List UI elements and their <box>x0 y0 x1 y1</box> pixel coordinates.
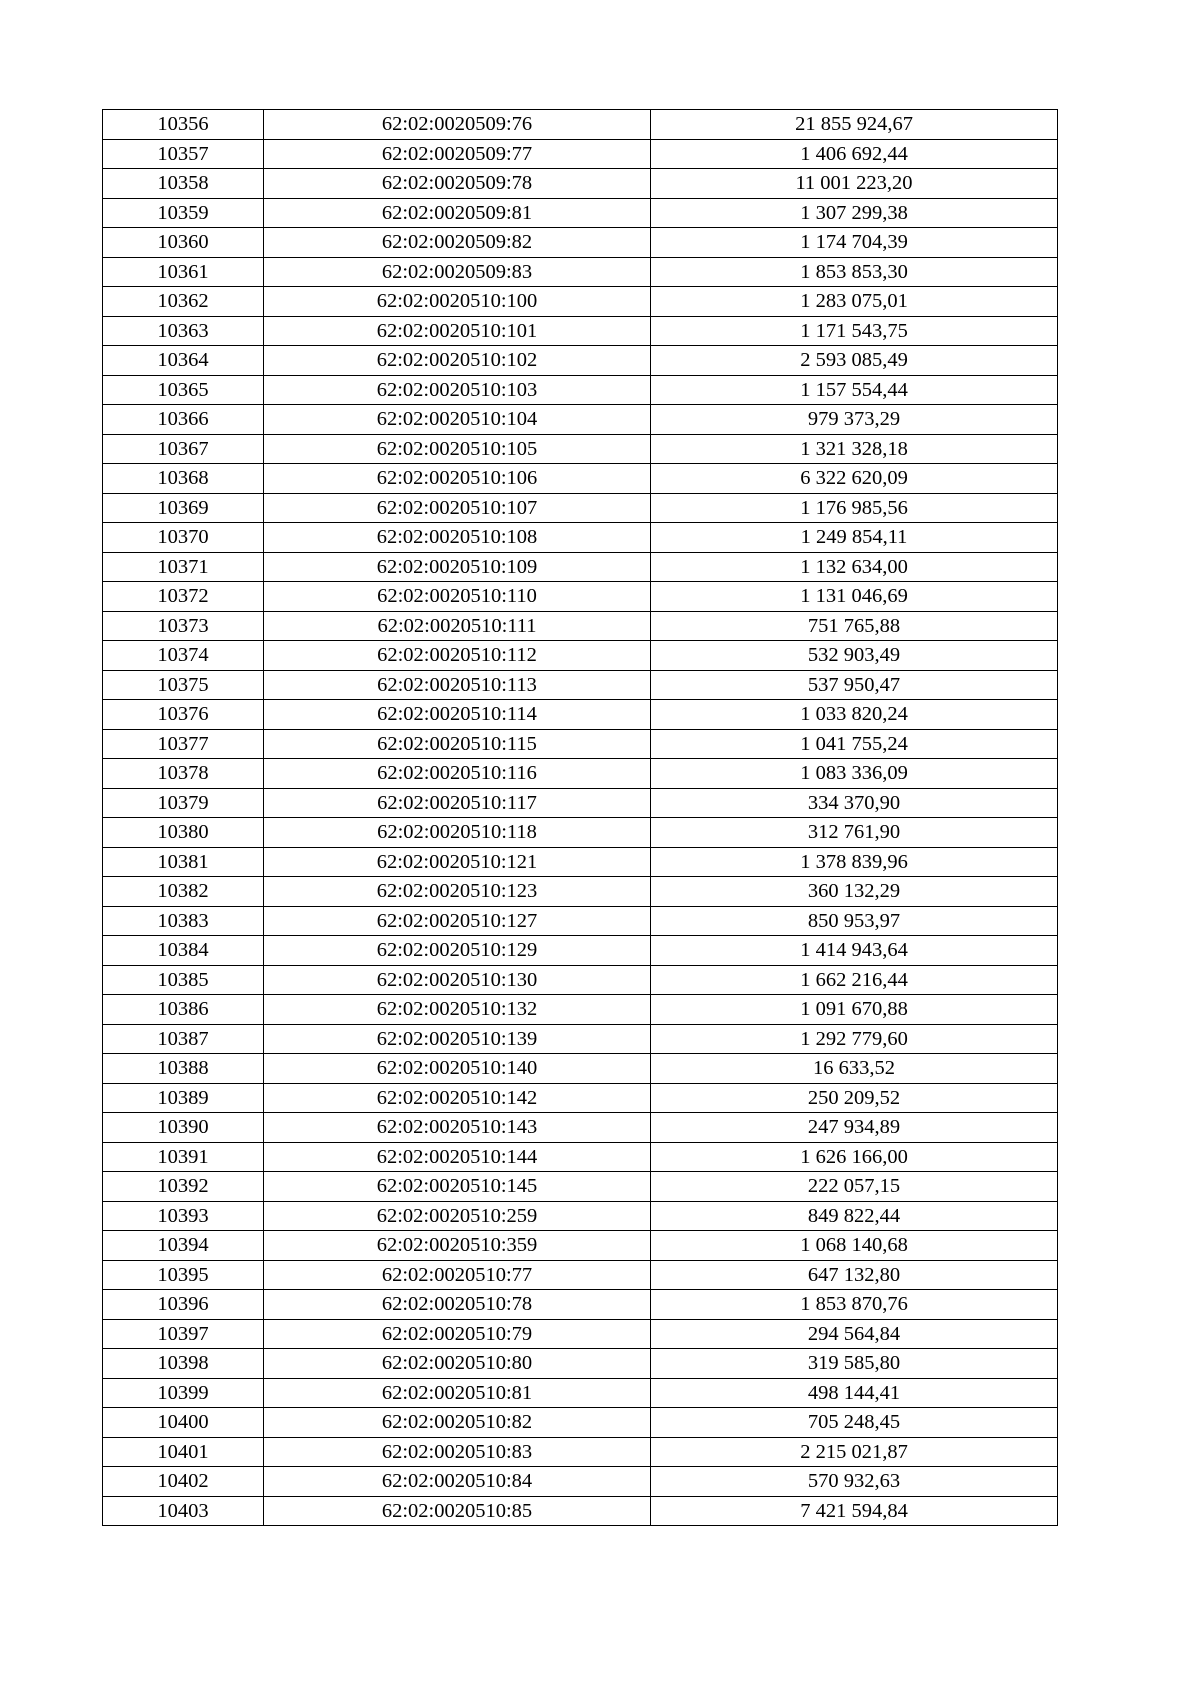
row-number-cell: 10374 <box>103 641 264 671</box>
cadastral-number-cell: 62:02:0020510:123 <box>264 877 651 907</box>
row-number-cell: 10363 <box>103 316 264 346</box>
row-number-cell: 10382 <box>103 877 264 907</box>
cadastral-value-cell: 1 041 755,24 <box>651 729 1058 759</box>
cadastral-value-cell: 1 853 853,30 <box>651 257 1058 287</box>
cadastral-value-cell: 6 322 620,09 <box>651 464 1058 494</box>
row-number-cell: 10365 <box>103 375 264 405</box>
cadastral-number-cell: 62:02:0020510:110 <box>264 582 651 612</box>
cadastral-value-cell: 319 585,80 <box>651 1349 1058 1379</box>
cadastral-number-cell: 62:02:0020510:85 <box>264 1496 651 1526</box>
table-row <box>103 641 1058 671</box>
cadastral-value-cell: 1 068 140,68 <box>651 1231 1058 1261</box>
cadastral-value-cell: 247 934,89 <box>651 1113 1058 1143</box>
row-number-cell: 10366 <box>103 405 264 435</box>
cadastral-number-cell: 62:02:0020510:114 <box>264 700 651 730</box>
cadastral-number-cell: 62:02:0020510:80 <box>264 1349 651 1379</box>
table-row <box>103 995 1058 1025</box>
cadastral-value-cell: 532 903,49 <box>651 641 1058 671</box>
table-row <box>103 847 1058 877</box>
cadastral-value-cell: 7 421 594,84 <box>651 1496 1058 1526</box>
cadastral-number-cell: 62:02:0020510:130 <box>264 965 651 995</box>
row-number-cell: 10402 <box>103 1467 264 1497</box>
table-row <box>103 1437 1058 1467</box>
table-row <box>103 523 1058 553</box>
cadastral-value-cell: 1 292 779,60 <box>651 1024 1058 1054</box>
table-row <box>103 552 1058 582</box>
table-row <box>103 110 1058 140</box>
row-number-cell: 10357 <box>103 139 264 169</box>
row-number-cell: 10395 <box>103 1260 264 1290</box>
table-row <box>103 1467 1058 1497</box>
row-number-cell: 10385 <box>103 965 264 995</box>
row-number-cell: 10367 <box>103 434 264 464</box>
table-row <box>103 405 1058 435</box>
table-row <box>103 1113 1058 1143</box>
row-number-cell: 10378 <box>103 759 264 789</box>
cadastral-number-cell: 62:02:0020510:105 <box>264 434 651 464</box>
cadastral-number-cell: 62:02:0020510:77 <box>264 1260 651 1290</box>
table-row <box>103 1290 1058 1320</box>
row-number-cell: 10386 <box>103 995 264 1025</box>
cadastral-number-cell: 62:02:0020510:100 <box>264 287 651 317</box>
table-row <box>103 700 1058 730</box>
cadastral-value-cell: 979 373,29 <box>651 405 1058 435</box>
table-row <box>103 1319 1058 1349</box>
cadastral-number-cell: 62:02:0020510:359 <box>264 1231 651 1261</box>
cadastral-number-cell: 62:02:0020509:83 <box>264 257 651 287</box>
row-number-cell: 10390 <box>103 1113 264 1143</box>
row-number-cell: 10388 <box>103 1054 264 1084</box>
row-number-cell: 10400 <box>103 1408 264 1438</box>
table-row <box>103 611 1058 641</box>
cadastral-number-cell: 62:02:0020510:115 <box>264 729 651 759</box>
row-number-cell: 10358 <box>103 169 264 199</box>
cadastral-value-cell: 1 414 943,64 <box>651 936 1058 966</box>
row-number-cell: 10356 <box>103 110 264 140</box>
cadastral-number-cell: 62:02:0020510:83 <box>264 1437 651 1467</box>
cadastral-number-cell: 62:02:0020510:132 <box>264 995 651 1025</box>
cadastral-value-cell: 294 564,84 <box>651 1319 1058 1349</box>
cadastral-number-cell: 62:02:0020510:143 <box>264 1113 651 1143</box>
row-number-cell: 10361 <box>103 257 264 287</box>
table-row <box>103 1231 1058 1261</box>
row-number-cell: 10364 <box>103 346 264 376</box>
cadastral-value-cell: 1 132 634,00 <box>651 552 1058 582</box>
row-number-cell: 10380 <box>103 818 264 848</box>
cadastral-value-cell: 11 001 223,20 <box>651 169 1058 199</box>
table-row <box>103 493 1058 523</box>
cadastral-number-cell: 62:02:0020510:142 <box>264 1083 651 1113</box>
table-row <box>103 936 1058 966</box>
row-number-cell: 10384 <box>103 936 264 966</box>
cadastral-number-cell: 62:02:0020510:113 <box>264 670 651 700</box>
table-row <box>103 670 1058 700</box>
row-number-cell: 10376 <box>103 700 264 730</box>
cadastral-value-cell: 849 822,44 <box>651 1201 1058 1231</box>
row-number-cell: 10375 <box>103 670 264 700</box>
cadastral-value-cell: 1 283 075,01 <box>651 287 1058 317</box>
table-row <box>103 346 1058 376</box>
row-number-cell: 10377 <box>103 729 264 759</box>
row-number-cell: 10360 <box>103 228 264 258</box>
cadastral-number-cell: 62:02:0020510:127 <box>264 906 651 936</box>
table-row <box>103 375 1058 405</box>
table-row <box>103 788 1058 818</box>
row-number-cell: 10371 <box>103 552 264 582</box>
row-number-cell: 10379 <box>103 788 264 818</box>
table-row <box>103 169 1058 199</box>
table-row <box>103 1054 1058 1084</box>
row-number-cell: 10373 <box>103 611 264 641</box>
table-row <box>103 965 1058 995</box>
cadastral-number-cell: 62:02:0020510:118 <box>264 818 651 848</box>
cadastral-number-cell: 62:02:0020509:81 <box>264 198 651 228</box>
cadastral-number-cell: 62:02:0020510:84 <box>264 1467 651 1497</box>
cadastral-value-cell: 2 215 021,87 <box>651 1437 1058 1467</box>
cadastral-value-cell: 1 626 166,00 <box>651 1142 1058 1172</box>
table-row <box>103 1142 1058 1172</box>
cadastral-value-cell: 751 765,88 <box>651 611 1058 641</box>
table-body <box>103 110 1058 1526</box>
table-row <box>103 582 1058 612</box>
row-number-cell: 10372 <box>103 582 264 612</box>
row-number-cell: 10403 <box>103 1496 264 1526</box>
cadastral-value-cell: 1 157 554,44 <box>651 375 1058 405</box>
cadastral-number-cell: 62:02:0020510:103 <box>264 375 651 405</box>
table-row <box>103 139 1058 169</box>
cadastral-number-cell: 62:02:0020510:139 <box>264 1024 651 1054</box>
cadastral-value-cell: 1 406 692,44 <box>651 139 1058 169</box>
cadastral-value-cell: 1 131 046,69 <box>651 582 1058 612</box>
cadastral-value-cell: 705 248,45 <box>651 1408 1058 1438</box>
cadastral-value-cell: 250 209,52 <box>651 1083 1058 1113</box>
cadastral-number-cell: 62:02:0020510:117 <box>264 788 651 818</box>
cadastral-value-cell: 334 370,90 <box>651 788 1058 818</box>
cadastral-value-cell: 222 057,15 <box>651 1172 1058 1202</box>
row-number-cell: 10393 <box>103 1201 264 1231</box>
cadastral-number-cell: 62:02:0020510:101 <box>264 316 651 346</box>
row-number-cell: 10397 <box>103 1319 264 1349</box>
row-number-cell: 10368 <box>103 464 264 494</box>
row-number-cell: 10396 <box>103 1290 264 1320</box>
cadastral-number-cell: 62:02:0020510:107 <box>264 493 651 523</box>
cadastral-value-cell: 647 132,80 <box>651 1260 1058 1290</box>
row-number-cell: 10401 <box>103 1437 264 1467</box>
cadastral-number-cell: 62:02:0020510:108 <box>264 523 651 553</box>
row-number-cell: 10359 <box>103 198 264 228</box>
cadastral-value-cell: 21 855 924,67 <box>651 110 1058 140</box>
cadastral-value-cell: 498 144,41 <box>651 1378 1058 1408</box>
row-number-cell: 10392 <box>103 1172 264 1202</box>
table-row <box>103 1408 1058 1438</box>
table-row <box>103 759 1058 789</box>
cadastral-number-cell: 62:02:0020509:76 <box>264 110 651 140</box>
table-row <box>103 877 1058 907</box>
cadastral-value-cell: 850 953,97 <box>651 906 1058 936</box>
cadastral-number-cell: 62:02:0020510:82 <box>264 1408 651 1438</box>
row-number-cell: 10370 <box>103 523 264 553</box>
table-row <box>103 1260 1058 1290</box>
table-row <box>103 198 1058 228</box>
cadastral-number-cell: 62:02:0020509:78 <box>264 169 651 199</box>
table-row <box>103 1024 1058 1054</box>
table-row <box>103 1083 1058 1113</box>
table-row <box>103 818 1058 848</box>
row-number-cell: 10387 <box>103 1024 264 1054</box>
cadastral-value-cell: 16 633,52 <box>651 1054 1058 1084</box>
cadastral-number-cell: 62:02:0020510:121 <box>264 847 651 877</box>
cadastral-value-cell: 1 176 985,56 <box>651 493 1058 523</box>
cadastral-value-cell: 570 932,63 <box>651 1467 1058 1497</box>
cadastral-value-cell: 1 853 870,76 <box>651 1290 1058 1320</box>
cadastral-number-cell: 62:02:0020510:78 <box>264 1290 651 1320</box>
cadastral-value-cell: 1 307 299,38 <box>651 198 1058 228</box>
table-row <box>103 906 1058 936</box>
table-row <box>103 228 1058 258</box>
cadastral-number-cell: 62:02:0020510:145 <box>264 1172 651 1202</box>
table-row <box>103 1172 1058 1202</box>
cadastral-value-cell: 1 033 820,24 <box>651 700 1058 730</box>
cadastral-value-cell: 1 083 336,09 <box>651 759 1058 789</box>
row-number-cell: 10391 <box>103 1142 264 1172</box>
cadastral-value-cell: 537 950,47 <box>651 670 1058 700</box>
table-row <box>103 287 1058 317</box>
cadastral-value-cell: 1 171 543,75 <box>651 316 1058 346</box>
table-row <box>103 434 1058 464</box>
cadastral-number-cell: 62:02:0020510:111 <box>264 611 651 641</box>
cadastral-number-cell: 62:02:0020510:109 <box>264 552 651 582</box>
row-number-cell: 10389 <box>103 1083 264 1113</box>
row-number-cell: 10383 <box>103 906 264 936</box>
cadastral-value-cell: 1 249 854,11 <box>651 523 1058 553</box>
cadastral-number-cell: 62:02:0020510:102 <box>264 346 651 376</box>
cadastral-value-cell: 1 091 670,88 <box>651 995 1058 1025</box>
table-row <box>103 1496 1058 1526</box>
cadastral-value-cell: 1 662 216,44 <box>651 965 1058 995</box>
cadastral-number-cell: 62:02:0020510:106 <box>264 464 651 494</box>
cadastral-number-cell: 62:02:0020510:140 <box>264 1054 651 1084</box>
row-number-cell: 10369 <box>103 493 264 523</box>
cadastral-value-cell: 312 761,90 <box>651 818 1058 848</box>
cadastral-value-cell: 2 593 085,49 <box>651 346 1058 376</box>
cadastral-number-cell: 62:02:0020510:144 <box>264 1142 651 1172</box>
row-number-cell: 10398 <box>103 1349 264 1379</box>
table-row <box>103 257 1058 287</box>
table-row <box>103 1378 1058 1408</box>
cadastral-value-cell: 1 321 328,18 <box>651 434 1058 464</box>
cadastral-value-cell: 1 174 704,39 <box>651 228 1058 258</box>
table-row <box>103 316 1058 346</box>
table-row <box>103 1201 1058 1231</box>
cadastral-number-cell: 62:02:0020510:116 <box>264 759 651 789</box>
cadastral-number-cell: 62:02:0020510:259 <box>264 1201 651 1231</box>
row-number-cell: 10381 <box>103 847 264 877</box>
cadastral-number-cell: 62:02:0020510:112 <box>264 641 651 671</box>
table-row <box>103 729 1058 759</box>
cadastral-number-cell: 62:02:0020510:79 <box>264 1319 651 1349</box>
cadastral-number-cell: 62:02:0020510:104 <box>264 405 651 435</box>
row-number-cell: 10399 <box>103 1378 264 1408</box>
cadastral-number-cell: 62:02:0020509:77 <box>264 139 651 169</box>
cadastral-value-cell: 360 132,29 <box>651 877 1058 907</box>
table-row <box>103 464 1058 494</box>
cadastral-number-cell: 62:02:0020510:129 <box>264 936 651 966</box>
table-row <box>103 1349 1058 1379</box>
cadastral-value-table <box>102 109 1058 1526</box>
cadastral-value-cell: 1 378 839,96 <box>651 847 1058 877</box>
cadastral-number-cell: 62:02:0020510:81 <box>264 1378 651 1408</box>
row-number-cell: 10362 <box>103 287 264 317</box>
cadastral-number-cell: 62:02:0020509:82 <box>264 228 651 258</box>
row-number-cell: 10394 <box>103 1231 264 1261</box>
